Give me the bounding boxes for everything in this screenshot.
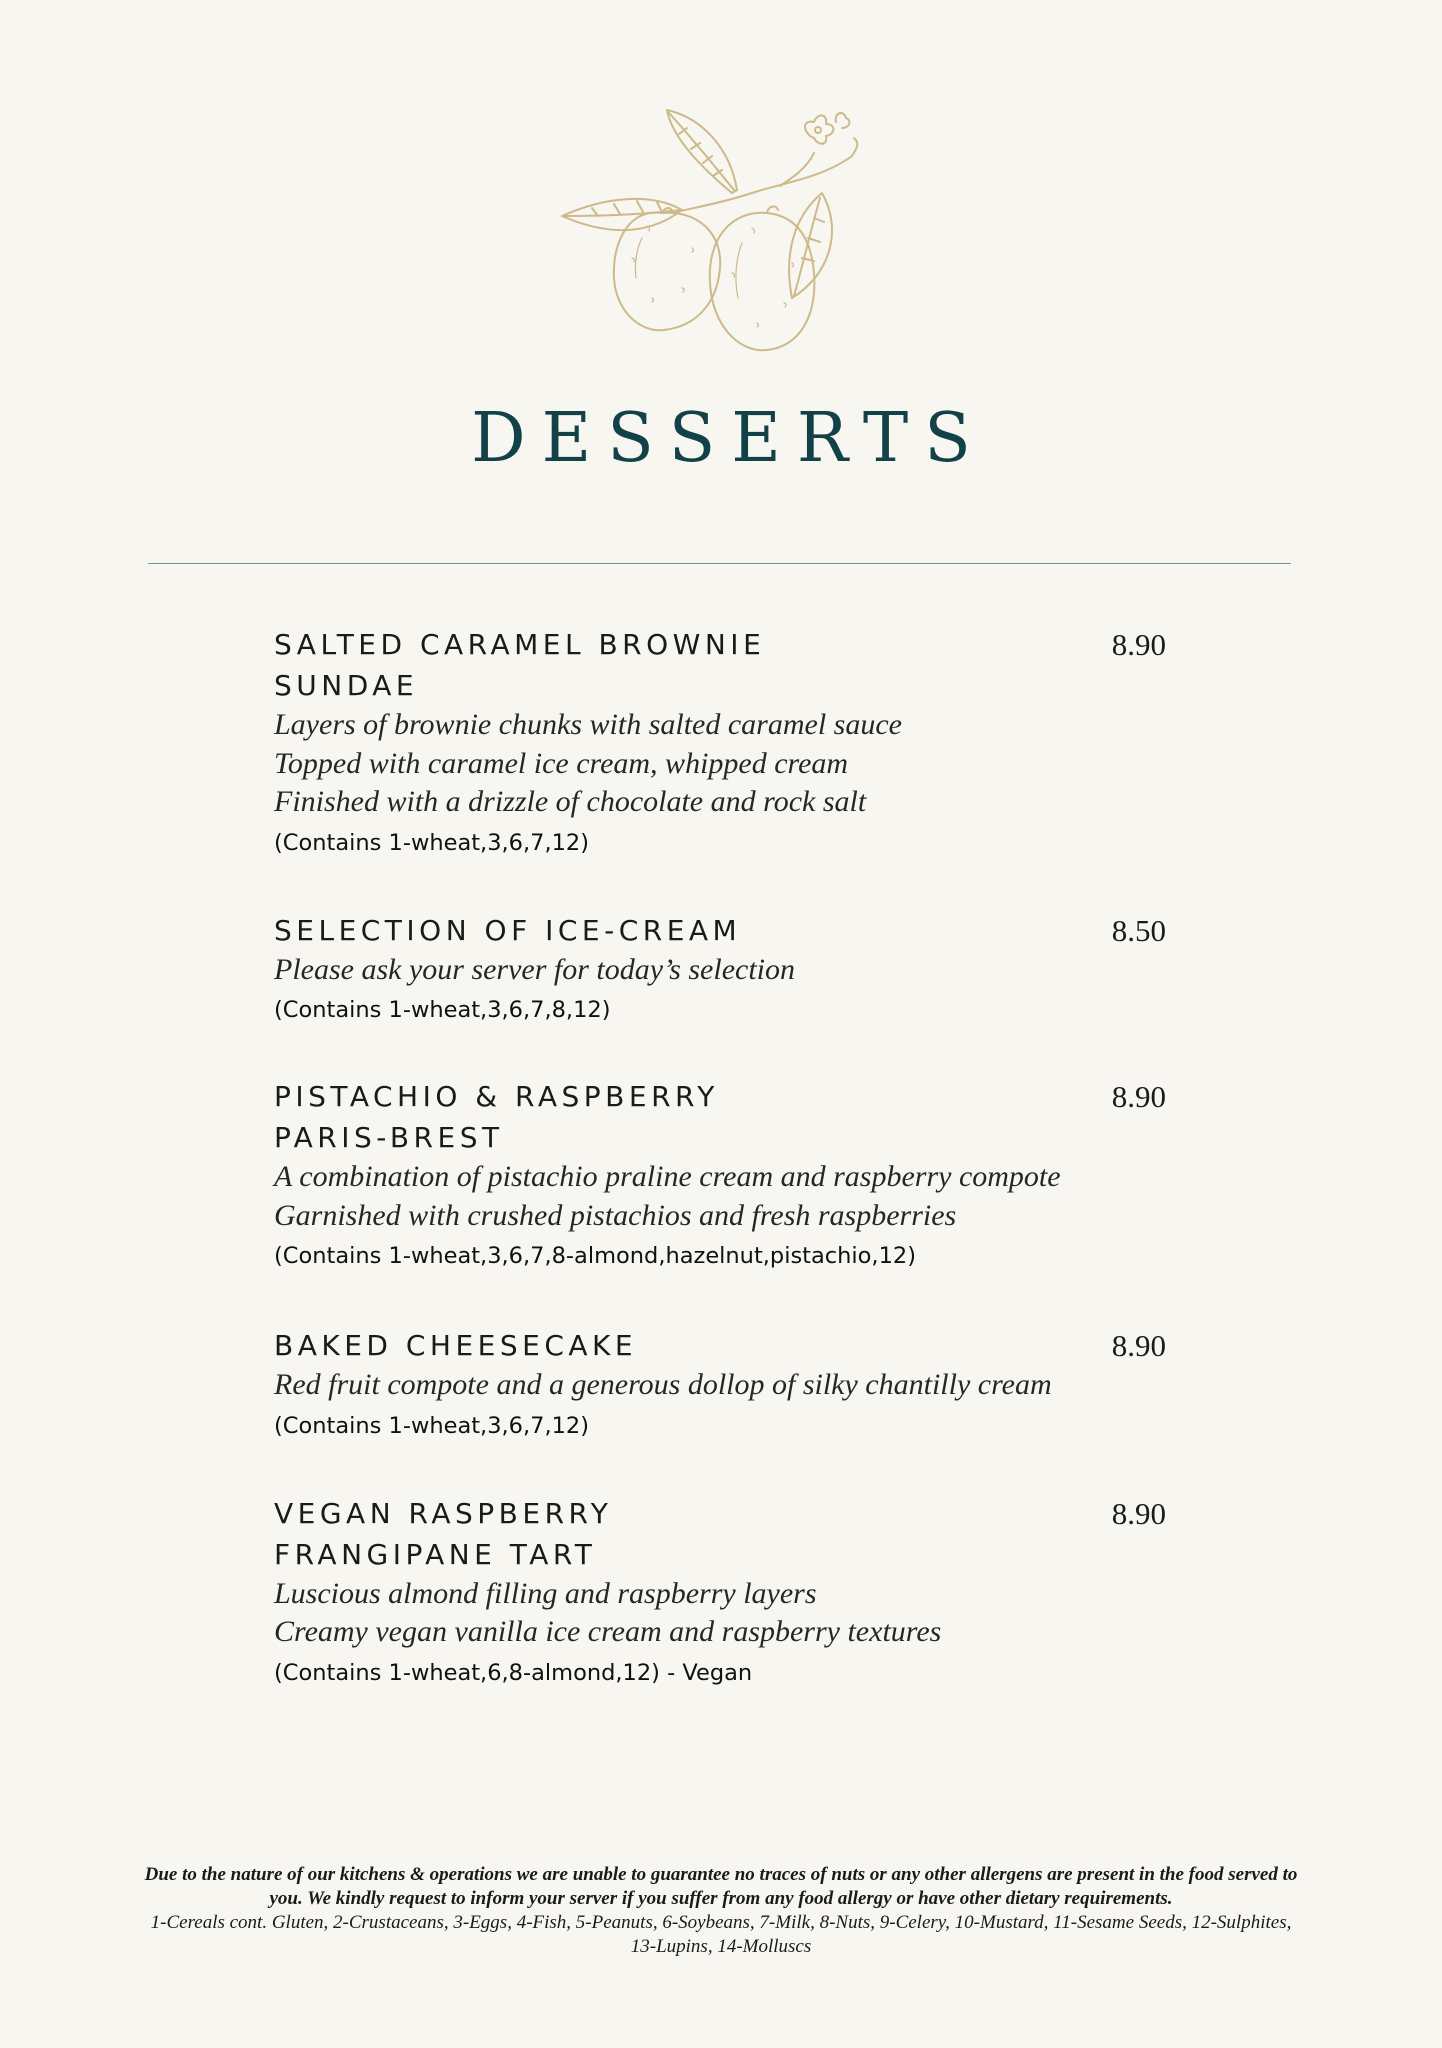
item-price: 8.90 [1111, 1328, 1166, 1363]
item-name: PISTACHIO & RASPBERRY PARIS-BREST [274, 1080, 719, 1154]
lemon-branch-illustration-icon [552, 98, 862, 368]
item-description-line: Topped with caramel ice cream, whipped cream [274, 746, 849, 780]
item-description-line: Finished with a drizzle of chocolate and rock salt [274, 785, 867, 818]
menu-item [274, 624, 1174, 864]
item-allergens: (Contains 1-wheat,3,6,7,8-almond,hazelnut,pistachio,12) [274, 1243, 916, 1269]
item-description-line: Red fruit compote and a generous dollop of silky chantilly cream [274, 1368, 1052, 1401]
allergen-key: 1-Cereals cont. Gluten, 2-Crustaceans, 3-Eggs, 4-Fish, 5-Peanuts, 6-Soybeans, 7-Milk, 8-Nuts, 9-Celery, 10-Mustard, 11-Sesame Seeds, 12-Sulphites, 13-Lupins, 14-Molluscs [150, 1912, 1292, 1957]
item-price: 8.90 [1111, 1079, 1166, 1114]
allergen-notice: Due to the nature of our kitchens & operations we are unable to guarantee no traces of nuts or any other allergens are present in the food served to you. We kindly request to inform your server if you suffer from any food allergy or have other dietary requirements. [144, 1864, 1298, 1909]
item-name: BAKED CHEESECAKE [274, 1329, 638, 1362]
item-description-line: Garnished with crushed pistachios and fresh raspberries [274, 1198, 957, 1232]
menu-item [274, 1076, 1174, 1277]
item-description-line: Please ask your server for today’s selection [274, 952, 796, 986]
item-description-line: A combination of pistachio praline cream and raspberry compote [274, 1160, 1061, 1193]
item-name: VEGAN RASPBERRY FRANGIPANE TART [274, 1496, 613, 1571]
item-allergens: (Contains 1-wheat,3,6,7,12) [274, 1412, 590, 1439]
item-allergens: (Contains 1-wheat,3,6,7,8,12) [274, 997, 611, 1023]
item-description-line: Creamy vegan vanilla ice cream and raspberry textures [274, 1615, 942, 1648]
item-description-line: Layers of brownie chunks with salted caramel sauce [274, 708, 902, 741]
item-price: 8.50 [1111, 912, 1166, 948]
menu-item [274, 1325, 1174, 1447]
item-price: 8.90 [1111, 1495, 1166, 1531]
allergen-footer [140, 1863, 1302, 1959]
menu-item [274, 1493, 1174, 1694]
item-allergens: (Contains 1-wheat,6,8-almond,12) - Vegan [274, 1659, 753, 1686]
page-title: DESSERTS [471, 399, 987, 478]
item-allergens: (Contains 1-wheat,3,6,7,12) [274, 829, 590, 856]
item-name: SELECTION OF ICE-CREAM [274, 913, 742, 947]
item-price: 8.90 [1111, 627, 1166, 662]
item-description-line: Luscious almond filling and raspberry layers [274, 1576, 817, 1610]
title-divider [148, 563, 1291, 564]
menu-item [274, 910, 1174, 1032]
item-name: SALTED CARAMEL BROWNIE SUNDAE [274, 628, 766, 702]
menu-items [274, 624, 1174, 1694]
